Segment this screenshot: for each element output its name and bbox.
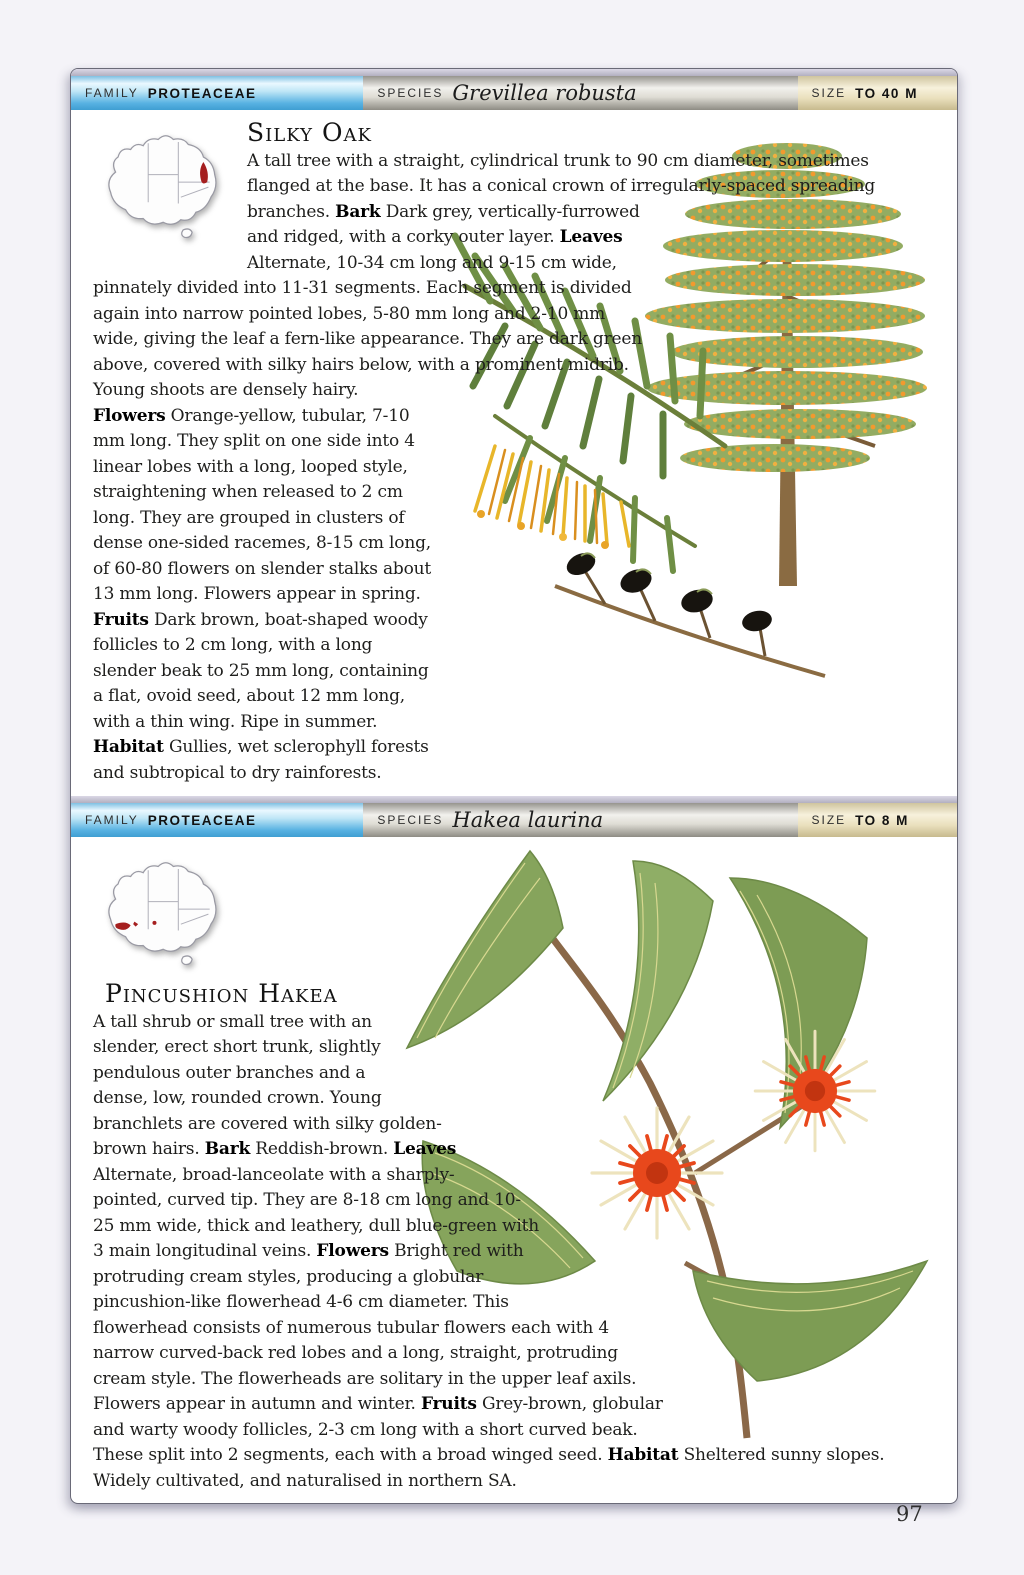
section-header-bar [71,803,957,837]
size-value: TO 8 M [855,812,909,828]
species-segment [363,76,797,110]
family-label: FAMILY [85,86,139,100]
species-label: SPECIES [377,86,444,100]
bar-top-strip [71,69,957,76]
family-label: FAMILY [85,813,139,827]
page-number: 97 [896,1502,923,1526]
species-segment [363,803,797,837]
species-label: SPECIES [377,813,444,827]
description-text: A tall shrub or small tree with an slender, erect short trunk, slightly pendulous outer branches and a dense, low, rounded crown. Young branchlets are covered with silky golden-brown hairs. [93,1011,442,1159]
size-label: SIZE [811,813,847,827]
description-text: Alternate, 10-34 cm long and 9-15 cm wide, pinnately divided into 11-31 segments. Each segment is divided again into narrow pointed lobes, 5-80 mm long and 2-10 mm wide, giving the leaf a fern-like appearance. They are dark green above, covered with silky hairs below, with a prominent midrib. Young shoots are densely hairy. [93,252,642,400]
plant-title: Silky Oak [247,118,372,147]
flowers-label: Flowers [316,1241,389,1261]
description-text: Dark brown, boat-shaped woody follicles to 2 cm long, with a long slender beak to 25 mm long, containing a flat, ovoid seed, about 12 mm long, with a thin wing. Ripe in summer. [93,609,429,732]
section-header-bar [71,76,957,110]
section-content [71,110,957,796]
field-guide-page [70,68,958,1504]
plant-title: Pincushion Hakea [105,979,338,1008]
size-label: SIZE [811,86,847,100]
description-text: Alternate, broad-lanceolate with a sharply-pointed, curved tip. They are 8-18 cm long and 10-25 mm wide, thick and leathery, dull blue-green with 3 main longitudinal veins. [93,1164,540,1261]
fruits-label: Fruits [420,1394,477,1414]
family-value: PROTEACEAE [147,812,257,828]
section-silky-oak [71,69,957,796]
leaves-label: Leaves [393,1139,457,1159]
habitat-label: Habitat [93,737,164,757]
family-value: PROTEACEAE [147,85,257,101]
family-segment [71,803,363,837]
description-text: Grey-brown, globular and warty woody follicles, 2-3 cm long with a short curved beak. These split into 2 segments, each with a broad winged seed. [93,1394,663,1465]
description-text: Reddish-brown. [250,1139,394,1159]
description-text: Sheltered sunny slopes. Widely cultivated, and naturalised in northern SA. [93,1445,885,1491]
description-text: Dark grey, vertically-furrowed and ridged, with a corky outer layer. [247,201,640,247]
size-segment [798,803,957,837]
description-text: Gullies, wet sclerophyll forests and subtropical to dry rainforests. [93,737,429,783]
australia-outline [109,863,216,952]
section-pincushion-hakea [71,796,957,1504]
bar-top-strip [71,796,957,803]
description-text: Bright red with protruding cream styles, producing a globular pincushion-like flowerhead 4-6 cm diameter. This flowerhead consists of numerous tubular flowers each with 4 narrow curved-back red lobes and a long, straight, protruding cream style. The flowerheads are solitary in the upper leaf axils. Flowers appear in autumn and winter. [93,1241,637,1414]
distribution-map-east-coast [93,120,231,248]
distribution-map-south-west [93,847,231,975]
size-segment [798,76,957,110]
leaves-label: Leaves [559,227,623,247]
habitat-label: Habitat [607,1445,679,1465]
bark-label: Bark [335,201,381,222]
species-name: Hakea laurina [452,808,604,832]
fruits-label: Fruits [93,609,149,630]
section-content [71,837,957,1504]
size-value: TO 40 M [855,85,918,101]
family-segment [71,76,363,110]
bark-label: Bark [204,1139,251,1159]
description-text: A tall tree with a straight, cylindrical trunk to 90 cm diameter, sometimes flanged at the base. It has a conical crown of irregularly-spaced spreading branches. [247,150,876,222]
species-name: Grevillea robusta [452,81,637,105]
flowers-label: Flowers [93,405,166,426]
description-text: Orange-yellow, tubular, 7-10 mm long. They split on one side into 4 linear lobes with a long, looped style, straightening when released to 2 cm long. They are grouped in clusters of dense one-sided racemes, 8-15 cm long, of 60-80 flowers on slender stalks about 13 mm long. Flowers appear in spring. [93,405,431,604]
australia-outline [109,136,216,225]
